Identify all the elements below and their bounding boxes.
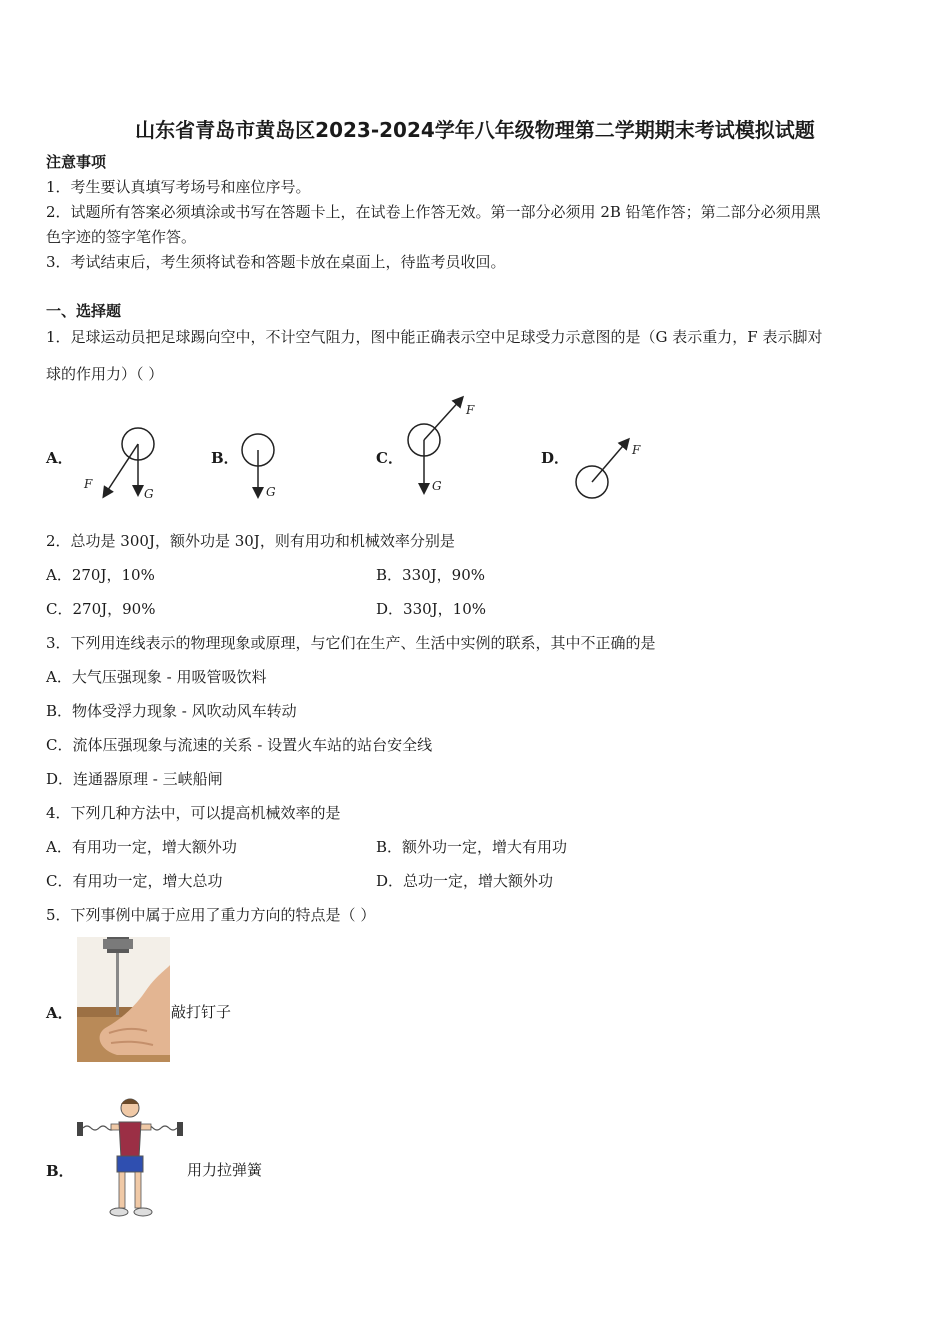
q5-option-a-text: 敲打钉子 <box>171 1003 232 1021</box>
q5-option-b-label: B． <box>46 1162 74 1180</box>
force-label-f: F <box>466 403 475 417</box>
q4-option-b: B．额外功一定，增大有用功 <box>376 838 568 856</box>
q3-option-a: A．大气压强现象 - 用吸管吸饮料 <box>46 668 267 686</box>
q3-option-b: B．物体受浮力现象 - 风吹动风车转动 <box>46 702 297 720</box>
force-label-g: G <box>266 485 276 499</box>
spring-exerciser-illustration <box>75 1092 185 1227</box>
q1-figure-a <box>80 420 170 510</box>
force-label-f: F <box>632 443 641 457</box>
q1-figure-c <box>400 392 490 502</box>
q2-option-c: C．270J，90% <box>46 600 156 618</box>
page-title: 山东省青岛市黄岛区2023-2024学年八年级物理第二学期期末考试模拟试题 <box>135 118 815 142</box>
q4-option-d: D．总功一定，增大额外功 <box>376 872 554 890</box>
q2-option-b: B．330J，90% <box>376 566 486 584</box>
q1-stem-line1: 1．足球运动员把足球踢向空中，不计空气阻力，图中能正确表示空中足球受力示意图的是（G 表示重力，F 表示脚对 <box>46 328 823 346</box>
notice-item: 1．考生要认真填写考场号和座位序号。 <box>46 178 311 196</box>
q3-option-c: C．流体压强现象与流速的关系 - 设置火车站的站台安全线 <box>46 736 433 754</box>
force-label-g: G <box>144 487 154 501</box>
notice-item: 3．考试结束后，考生须将试卷和答题卡放在桌面上，待监考员收回。 <box>46 253 506 271</box>
q3-option-d: D．连通器原理 - 三峡船闸 <box>46 770 223 788</box>
force-label-f: F <box>84 477 93 491</box>
q4-option-a: A．有用功一定，增大额外功 <box>46 838 237 856</box>
q1-option-b-label: B． <box>211 449 239 467</box>
q1-option-c-label: C． <box>376 449 403 467</box>
notice-item: 色字迹的签字笔作答。 <box>46 228 197 246</box>
q1-figure-d <box>568 430 658 510</box>
q5-stem: 5．下列事例中属于应用了重力方向的特点是（ ） <box>46 906 376 924</box>
hammer-nail-photo <box>77 937 170 1062</box>
q3-stem: 3．下列用连线表示的物理现象或原理，与它们在生产、生活中实例的联系，其中不正确的是 <box>46 634 656 652</box>
force-label-g: G <box>432 479 442 493</box>
q1-figure-b <box>238 420 298 510</box>
q5-option-a-label: A． <box>46 1004 73 1022</box>
q2-option-d: D．330J，10% <box>376 600 487 618</box>
q5-option-b-text: 用力拉弹簧 <box>187 1161 263 1179</box>
notice-heading: 注意事项 <box>46 153 107 171</box>
q2-option-a: A．270J，10% <box>46 566 155 584</box>
q4-option-c: C．有用功一定，增大总功 <box>46 872 223 890</box>
notice-item: 2．试题所有答案必须填涂或书写在答题卡上，在试卷上作答无效。第一部分必须用 2B 铅笔作答；第二部分必须用黑 <box>46 203 821 221</box>
q2-stem: 2．总功是 300J，额外功是 30J，则有用功和机械效率分别是 <box>46 532 455 550</box>
q1-option-a-label: A． <box>46 449 73 467</box>
q1-stem-line2: 球的作用力）（ ） <box>46 365 164 383</box>
section-heading: 一、选择题 <box>46 302 122 320</box>
q4-stem: 4．下列几种方法中，可以提高机械效率的是 <box>46 804 341 822</box>
q1-option-d-label: D． <box>541 449 570 467</box>
